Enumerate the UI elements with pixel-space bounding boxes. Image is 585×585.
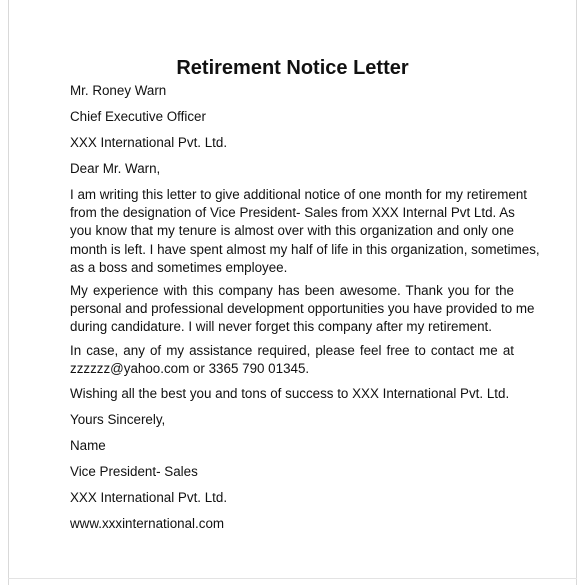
recipient-company: XXX International Pvt. Ltd. — [70, 135, 228, 150]
letter-title: Retirement Notice Letter — [176, 57, 409, 79]
paragraph-line: as a boss and sometimes employee. — [70, 259, 288, 275]
paragraph-line: month is left. I have spent almost my half of life in this organization, sometimes, — [70, 241, 540, 257]
paragraph-line: In case, any of my assistance required, please feel free to contact me at — [70, 343, 514, 358]
recipient-name: Mr. Roney Warn — [70, 83, 167, 98]
paragraph-notice — [70, 186, 540, 277]
paragraph-line: during candidature. I will never forget this company after my retirement. — [70, 319, 492, 335]
salutation: Dear Mr. Warn, — [70, 161, 161, 176]
signature-name: Name — [70, 438, 106, 453]
page-right-edge — [576, 0, 577, 585]
recipient-position: Chief Executive Officer — [70, 109, 206, 124]
paragraph-line: zzzzzz@yahoo.com or 3365 790 01345. — [70, 361, 310, 377]
paragraph-wishes: Wishing all the best you and tons of success to XXX International Pvt. Ltd. — [70, 386, 510, 401]
paragraph-line: from the designation of Vice President- Sales from XXX Internal Pvt Ltd. As — [70, 205, 515, 221]
signature-company: XXX International Pvt. Ltd. — [70, 490, 228, 505]
page-left-edge — [8, 0, 9, 585]
signature-position: Vice President- Sales — [70, 464, 198, 479]
closing: Yours Sincerely, — [70, 412, 166, 427]
paragraph-line: I am writing this letter to give additional notice of one month for my retirement — [70, 187, 527, 202]
signature-website: www.xxxinternational.com — [70, 516, 225, 531]
paragraph-line: you know that my tenure is almost over with this organization and only one — [70, 223, 514, 239]
paragraph-contact — [70, 342, 514, 378]
paragraph-line: personal and professional development opportunities you have provided to me — [70, 301, 535, 317]
paragraph-line: My experience with this company has been awesome. Thank you for the — [70, 283, 514, 298]
page-bottom-edge — [8, 578, 577, 579]
paragraph-experience — [70, 282, 535, 337]
